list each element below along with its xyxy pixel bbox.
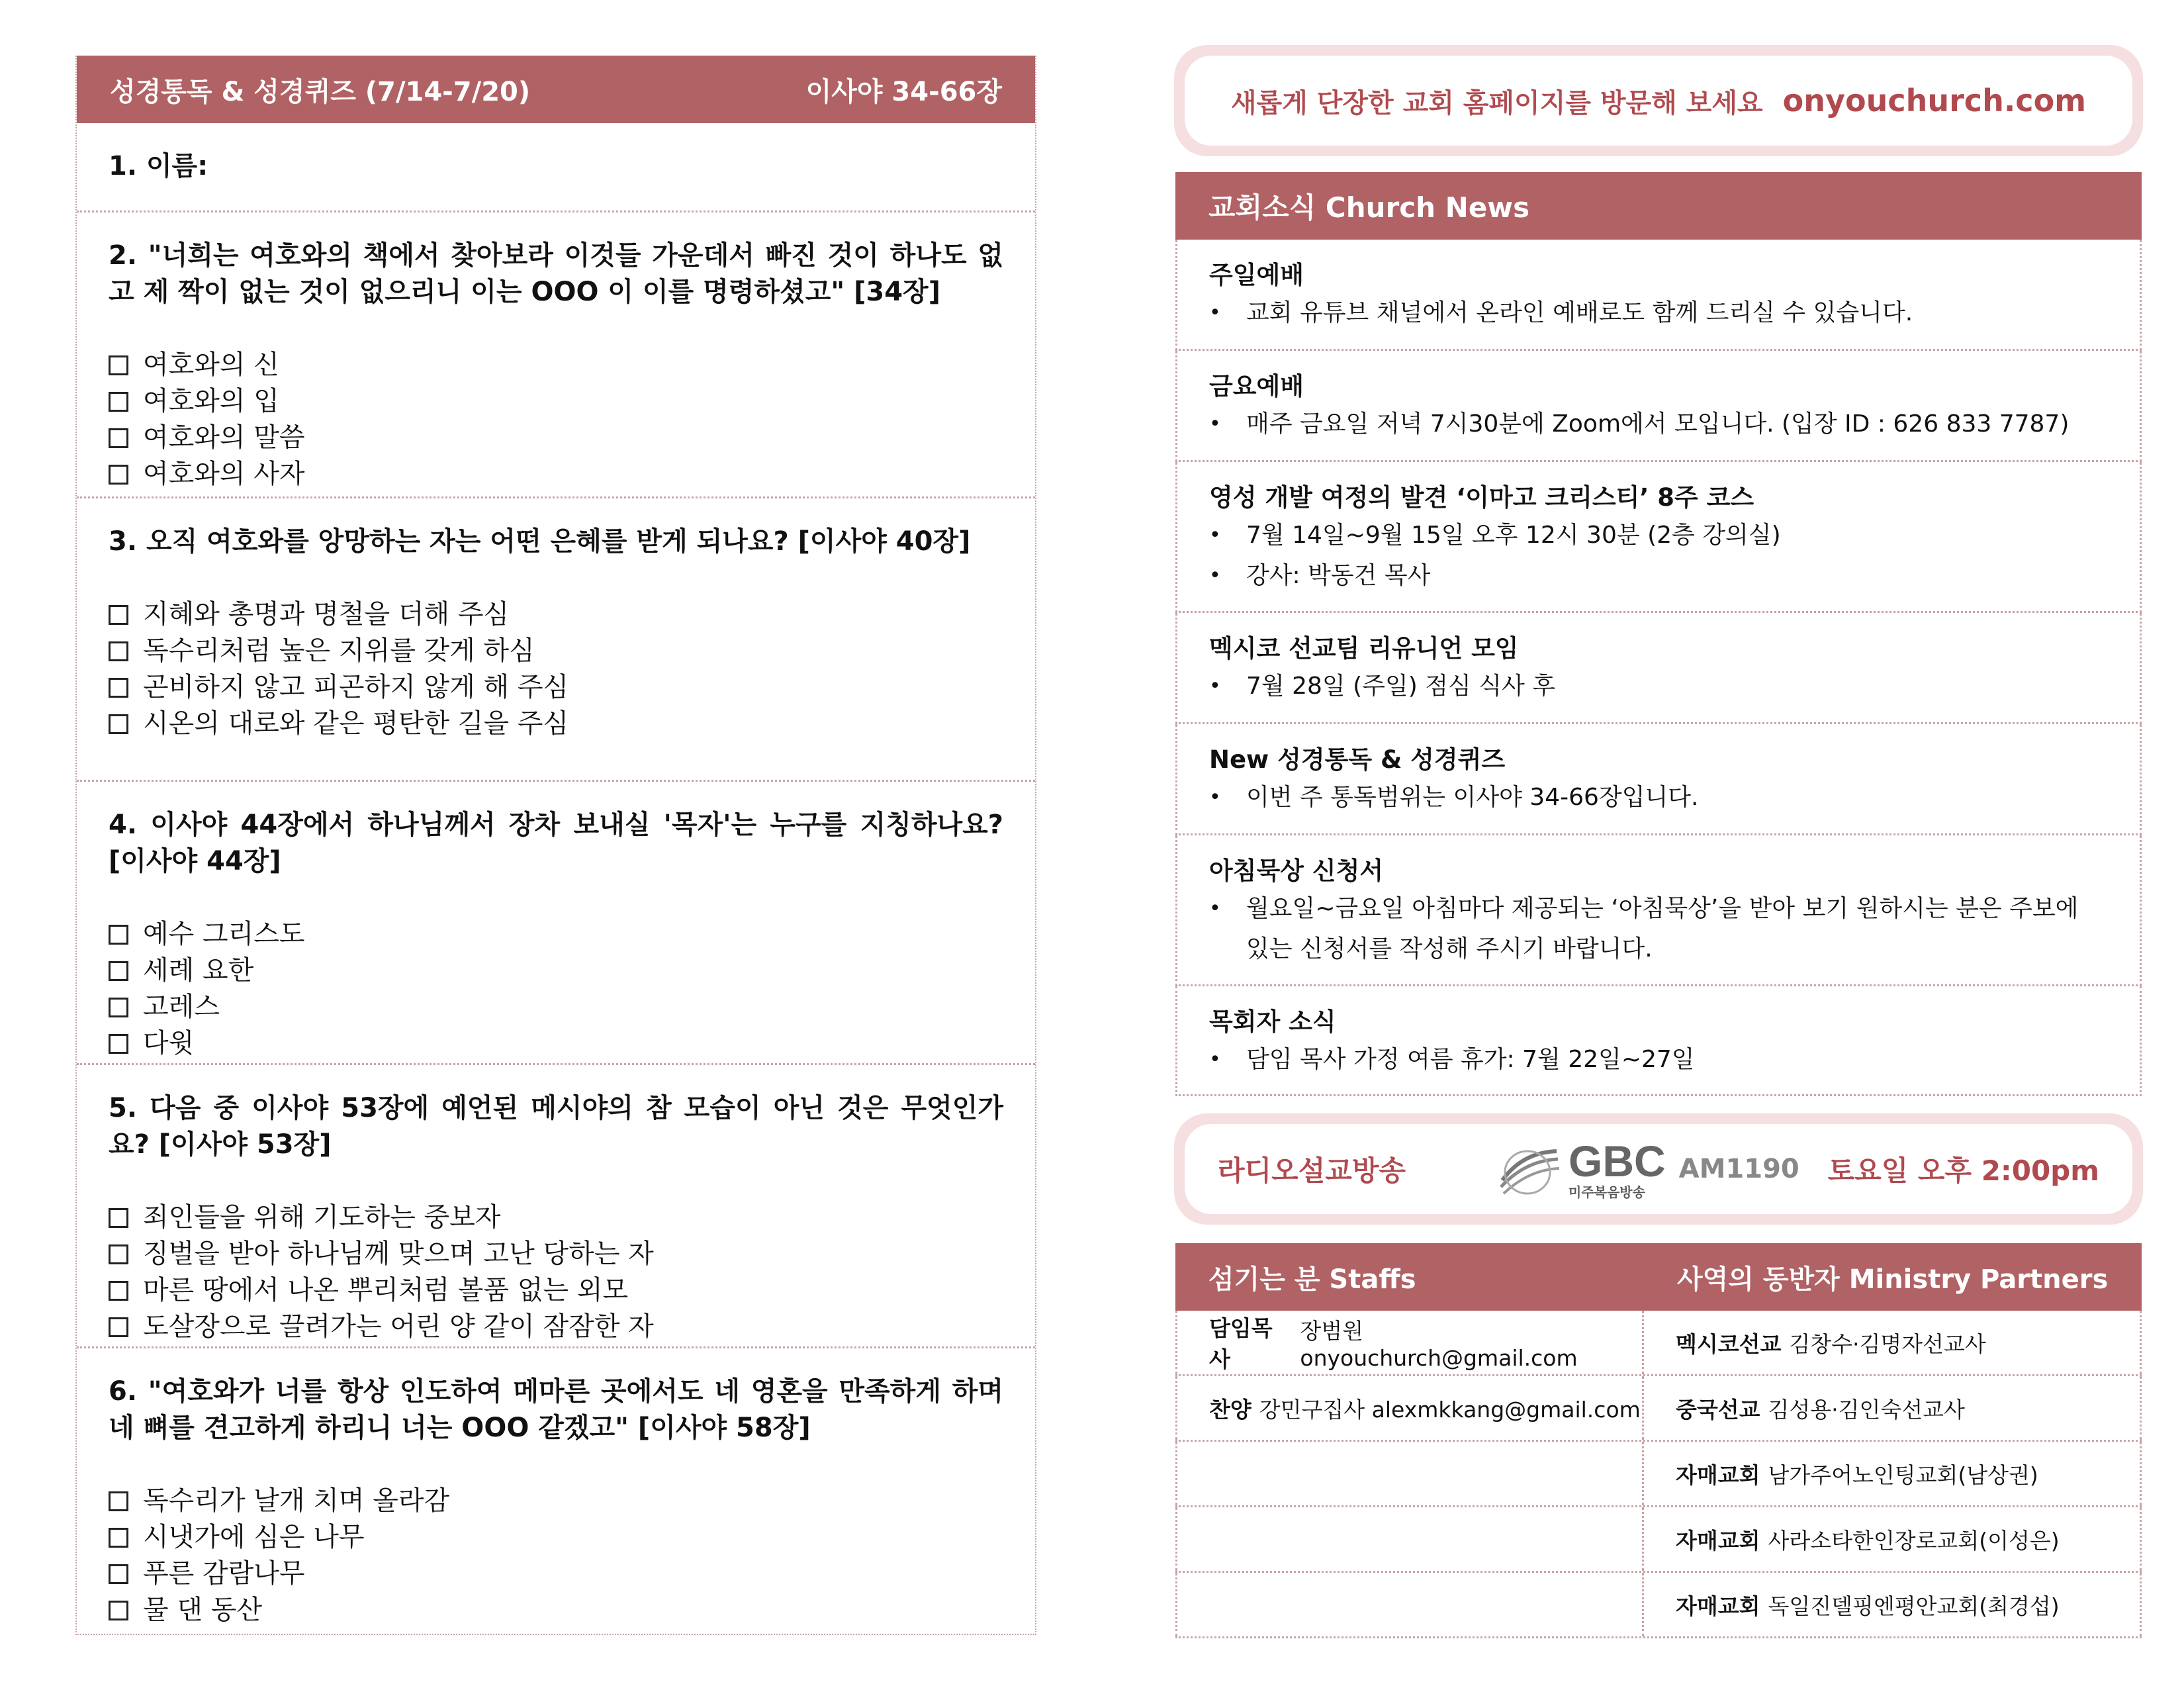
news-bullet: • 이번 주 통독범위는 이사야 34-66장입니다. (1209, 784, 1699, 811)
partner-role: 멕시코선교 (1676, 1331, 1782, 1357)
gbc-logo-text: GBC (1569, 1137, 1666, 1186)
news-item (1175, 351, 2142, 462)
question-text: 2. "너희는 여호와의 책에서 찾아보라 이것들 가운데서 빠진 것이 하나도 없고 제 짝이 없는 것이 없으리니 이는 OOO 이 이를 명령하셨고" [34장] (109, 240, 1003, 307)
answer-option[interactable]: 독수리가 날개 치며 올라감 (109, 1483, 1003, 1519)
name-label: 1. 이름: (109, 151, 208, 181)
checkbox[interactable] (109, 1317, 128, 1337)
table-row (1175, 1311, 2142, 1376)
answer-option[interactable]: 시냇가에 심은 나무 (109, 1519, 1003, 1556)
staff-value: 장범원 onyouchurch@gmail.com (1300, 1318, 1578, 1371)
homepage-banner (1174, 45, 2143, 156)
gbc-logo (1496, 1139, 1813, 1199)
gbc-logo-sub: 미주복음방송 (1569, 1184, 1645, 1200)
table-row (1175, 1573, 2142, 1638)
broadcast-time: 토요일 오후 2:00pm (1827, 1154, 2099, 1187)
news-bullet: • 교회 유튜브 채널에서 온라인 예배로도 함께 드리실 수 있습니다. (1209, 299, 1913, 326)
partner-value: 사라소타한인장로교회(이성은) (1768, 1527, 2060, 1554)
news-header: 교회소식 Church News (1175, 172, 2142, 240)
checkbox[interactable] (109, 1528, 128, 1548)
news-bullet: • 매주 금요일 저녁 7시30분에 Zoom에서 모입니다. (입장 ID : 626 833 7787) (1209, 410, 2070, 438)
partner-role: 자매교회 (1676, 1527, 1760, 1554)
staff-value: 강민구집사 alexmkkang@gmail.com (1259, 1396, 1641, 1423)
church-news (1175, 172, 2142, 1096)
answer-option[interactable]: 예수 그리스도 (109, 916, 1003, 953)
question-3 (77, 496, 1035, 780)
news-item-title: 주일예배 (1209, 261, 1304, 289)
answer-option[interactable]: 여호와의 신 (109, 347, 1003, 383)
table-row (1175, 1507, 2142, 1573)
answer-option[interactable]: 마른 땅에서 나온 뿌리처럼 볼품 없는 외모 (109, 1272, 1003, 1309)
table-row (1175, 1376, 2142, 1442)
checkbox[interactable] (109, 1281, 128, 1301)
bible-quiz-panel (75, 56, 1036, 1635)
checkbox[interactable] (109, 1034, 128, 1054)
news-item-title: 영성 개발 여정의 발견 ‘이마고 크리스티’ 8주 코스 (1209, 483, 1754, 512)
news-item-title: 멕시코 선교팀 리유니언 모임 (1209, 634, 1519, 663)
checkbox[interactable] (109, 465, 128, 485)
radio-label: 라디오설교방송 (1218, 1154, 1406, 1187)
checkbox[interactable] (109, 925, 128, 945)
partner-value: 독일진델핑엔평안교회(최경섭) (1768, 1593, 2060, 1619)
answer-option[interactable]: 여호와의 사자 (109, 456, 1003, 492)
table-row (1175, 1442, 2142, 1507)
checkbox[interactable] (109, 961, 128, 981)
question-text: 3. 오직 여호와를 앙망하는 자는 어떤 은혜를 받게 되나요? [이사야 40장] (109, 526, 971, 557)
news-item (1175, 986, 2142, 1096)
staff-role: 찬양 (1209, 1396, 1251, 1423)
question-text: 5. 다음 중 이사야 53장에 예언된 메시야의 참 모습이 아닌 것은 무엇인가요? [이사야 53장] (109, 1093, 1003, 1160)
quiz-name-row (77, 123, 1035, 211)
answer-option[interactable]: 세례 요한 (109, 953, 1003, 989)
partner-role: 자매교회 (1676, 1593, 1760, 1619)
checkbox[interactable] (109, 641, 128, 661)
checkbox[interactable] (109, 605, 128, 625)
staff-header (1175, 1243, 2142, 1311)
news-item-title: 목회자 소식 (1209, 1008, 1336, 1036)
checkbox[interactable] (109, 1244, 128, 1264)
news-bullet: • 월요일~금요일 아침마다 제공되는 ‘아침묵상’을 받아 보기 원하시는 분은 주보에 있는 신청서를 작성해 주시기 바랍니다. (1209, 895, 2079, 962)
partner-value: 김창수·김명자선교사 (1789, 1331, 1986, 1357)
homepage-link[interactable]: onyouchurch.com (1782, 83, 2087, 118)
station-frequency: AM1190 (1678, 1154, 1799, 1184)
quiz-header (77, 56, 1035, 123)
news-item-title: New 성경통독 & 성경퀴즈 (1209, 745, 1506, 774)
answer-option[interactable]: 푸른 감람나무 (109, 1556, 1003, 1592)
news-bullet: • 강사: 박동건 목사 (1209, 562, 1431, 589)
homepage-text: 새롭게 단장한 교회 홈페이지를 방문해 보세요 (1230, 87, 1763, 118)
quiz-title: 성경통독 & 성경퀴즈 (7/14-7/20) (110, 76, 531, 107)
answer-option[interactable]: 도살장으로 끌려가는 어린 양 같이 잠잠한 자 (109, 1309, 1003, 1345)
partner-value: 남가주어노인팅교회(남상권) (1768, 1462, 2038, 1488)
news-item (1175, 462, 2142, 613)
answer-option[interactable]: 고레스 (109, 989, 1003, 1025)
partner-role: 자매교회 (1676, 1462, 1760, 1488)
news-item-title: 아침묵상 신청서 (1209, 857, 1384, 885)
checkbox[interactable] (109, 355, 128, 375)
question-6 (77, 1346, 1035, 1635)
checkbox[interactable] (109, 1208, 128, 1228)
answer-option[interactable]: 물 댄 동산 (109, 1592, 1003, 1628)
answer-option[interactable]: 죄인들을 위해 기도하는 중보자 (109, 1199, 1003, 1236)
news-item (1175, 613, 2142, 724)
checkbox[interactable] (109, 428, 128, 448)
partner-role: 중국선교 (1676, 1396, 1760, 1423)
answer-option[interactable]: 시온의 대로와 같은 평탄한 길을 주심 (109, 706, 1003, 742)
news-bullet: • 담임 목사 가정 여름 휴가: 7월 22일~27일 (1209, 1046, 1695, 1073)
radio-banner (1174, 1113, 2143, 1225)
partner-value: 김성용·김인숙선교사 (1768, 1396, 1965, 1423)
question-text: 4. 이사야 44장에서 하나님께서 장차 보내실 '목자'는 누구를 지칭하나요? [이사야 44장] (109, 810, 1003, 876)
checkbox[interactable] (109, 678, 128, 698)
staff-table (1175, 1243, 2142, 1638)
news-item (1175, 240, 2142, 351)
news-item-title: 금요예배 (1209, 372, 1304, 400)
question-2 (77, 211, 1035, 496)
checkbox[interactable] (109, 714, 128, 734)
answer-option[interactable]: 곤비하지 않고 피곤하지 않게 해 주심 (109, 669, 1003, 706)
answer-option[interactable]: 여호와의 말씀 (109, 420, 1003, 456)
answer-option[interactable]: 다윗 (109, 1025, 1003, 1062)
staff-title: 섬기는 분 Staffs (1208, 1264, 1416, 1295)
checkbox[interactable] (109, 998, 128, 1017)
news-bullet: • 7월 14일~9월 15일 오후 12시 30분 (2층 강의실) (1209, 522, 1781, 549)
question-text: 6. "여호와가 너를 항상 인도하여 메마른 곳에서도 네 영혼을 만족하게 하며 네 뼈를 견고하게 하리니 너는 OOO 같겠고" [이사야 58장] (109, 1376, 1003, 1443)
answer-option[interactable]: 징벌을 받아 하나님께 맞으며 고난 당하는 자 (109, 1236, 1003, 1272)
answer-option[interactable]: 독수리처럼 높은 지위를 갖게 하심 (109, 633, 1003, 669)
globe-icon (1496, 1139, 1562, 1199)
news-bullet: • 7월 28일 (주일) 점심 식사 후 (1209, 673, 1556, 700)
staff-role: 담임목사 (1209, 1315, 1273, 1372)
answer-option[interactable]: 여호와의 입 (109, 383, 1003, 420)
checkbox[interactable] (109, 392, 128, 412)
news-item (1175, 835, 2142, 986)
news-item (1175, 724, 2142, 835)
checkbox[interactable] (109, 1601, 128, 1620)
question-4 (77, 780, 1035, 1063)
checkbox[interactable] (109, 1491, 128, 1511)
question-5 (77, 1063, 1035, 1346)
checkbox[interactable] (109, 1564, 128, 1584)
quiz-range: 이사야 34-66장 (805, 76, 1002, 107)
partners-title: 사역의 동반자 Ministry Partners (1677, 1264, 2109, 1295)
answer-option[interactable]: 지혜와 총명과 명철을 더해 주심 (109, 596, 1003, 633)
